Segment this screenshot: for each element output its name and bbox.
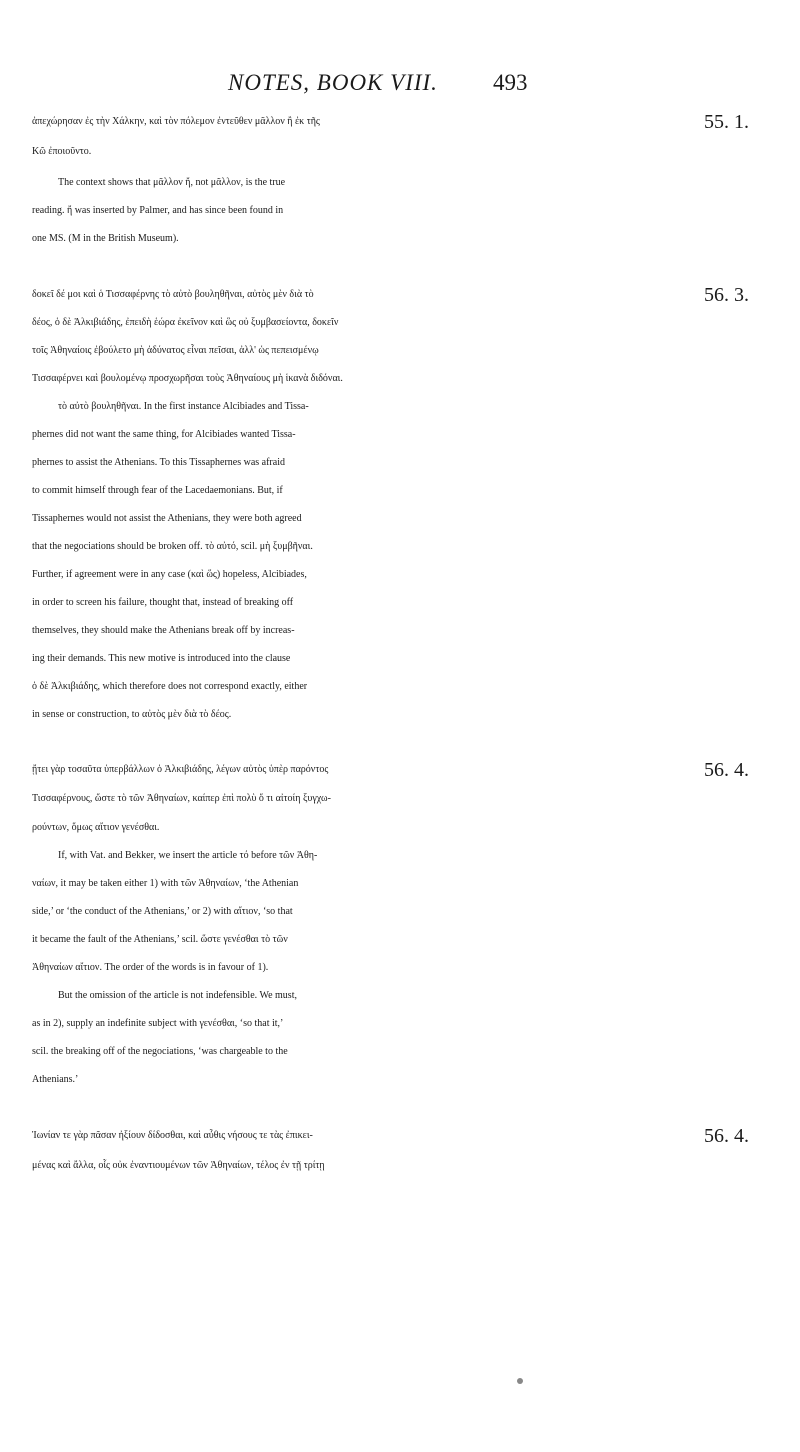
lemma-line: τοῖς Ἀθηναίοις ἐβούλετο μὴ ἀδύνατος εἶναι πεῖσαι, ἀλλ' ὡς πεπεισμένῳ bbox=[32, 345, 319, 356]
lemma-line: μένας καὶ ἄλλα, οἷς οὐκ ἐναντιουμένων τῶν Ἀθηναίων, τέλος ἐν τῇ τρίτῃ bbox=[32, 1160, 325, 1171]
lemma-line: δέος, ὁ δὲ Ἀλκιβιάδης, ἐπειδὴ ἑώρα ἐκεῖνον καὶ ὣς οὐ ξυμβασείοντα, δοκεῖν bbox=[32, 317, 339, 328]
note-line: phernes to assist the Athenians. To this Tissaphernes was afraid bbox=[32, 457, 285, 468]
lemma-line: Ἰωνίαν τε γὰρ πᾶσαν ἠξίουν δίδοσθαι, καὶ αὖθις νήσους τε τὰς ἐπικει- bbox=[32, 1130, 313, 1141]
note-line: But the omission of the article is not indefensible. We must, bbox=[58, 990, 297, 1001]
section-reference: 56. 3. bbox=[704, 284, 749, 306]
lemma-line: ρούντων, ὅμως αἴτιον γενέσθαι. bbox=[32, 822, 160, 833]
lemma-line: Κῶ ἐποιοῦντο. bbox=[32, 146, 92, 157]
lemma-line: ἀπεχώρησαν ἐς τὴν Χάλκην, καὶ τὸν πόλεμον ἐντεῦθεν μᾶλλον ἢ ἐκ τῆς bbox=[32, 116, 320, 127]
note-line: ναίων, it may be taken either 1) with τῶν Ἀθηναίων, ‘the Athenian bbox=[32, 878, 299, 889]
note-line: themselves, they should make the Athenians break off by increas- bbox=[32, 625, 295, 636]
note-line: phernes did not want the same thing, for Alcibiades wanted Tissa- bbox=[32, 429, 296, 440]
note-line: scil. the breaking off of the negociations, ‘was chargeable to the bbox=[32, 1046, 288, 1057]
note-line: in sense or construction, to αὐτὸς μὲν διὰ τὸ δέος. bbox=[32, 709, 232, 720]
lemma-line: ᾔτει γὰρ τοσαῦτα ὑπερβάλλων ὁ Ἀλκιβιάδης, λέγων αὐτὸς ὑπὲρ παρόντος bbox=[32, 764, 329, 775]
note-line: The context shows that μᾶλλον ἤ, not μᾶλλον, is the true bbox=[58, 177, 286, 188]
note-line: in order to screen his failure, thought that, instead of breaking off bbox=[32, 597, 294, 608]
page-header bbox=[0, 70, 800, 104]
note-line: it became the fault of the Athenians,’ scil. ὥστε γενέσθαι τὸ τῶν bbox=[32, 934, 288, 945]
lemma-line: δοκεῖ δέ μοι καὶ ὁ Τισσαφέρνης τὸ αὐτὸ βουληθῆναι, αὐτὸς μὲν διὰ τὸ bbox=[32, 289, 314, 300]
note-line: If, with Vat. and Bekker, we insert the article τό before τῶν Ἀθη- bbox=[58, 850, 318, 861]
note-line: to commit himself through fear of the Lacedaemonians. But, if bbox=[32, 485, 283, 496]
note-line: reading. ἤ was inserted by Palmer, and has since been found in bbox=[32, 205, 284, 216]
note-line: Ἀθηναίων αἴτιον. The order of the words is in favour of 1). bbox=[32, 962, 269, 973]
note-line: ὁ δὲ Ἀλκιβιάδης, which therefore does not correspond exactly, either bbox=[32, 681, 308, 692]
note-line: as in 2), supply an indefinite subject with γενέσθαι, ‘so that it,’ bbox=[32, 1018, 284, 1029]
section-reference: 55. 1. bbox=[704, 111, 749, 133]
note-line: one MS. (M in the British Museum). bbox=[32, 233, 179, 244]
page-number: 493 bbox=[493, 70, 528, 95]
note-line: side,’ or ‘the conduct of the Athenians,’ or 2) with αἴτιον, ‘so that bbox=[32, 906, 293, 917]
note-line: ing their demands. This new motive is introduced into the clause bbox=[32, 653, 291, 664]
section-reference: 56. 4. bbox=[704, 759, 749, 781]
section-reference: 56. 4. bbox=[704, 1125, 749, 1147]
note-line: Tissaphernes would not assist the Athenians, they were both agreed bbox=[32, 513, 302, 524]
note-line: Further, if agreement were in any case (καὶ ὥς) hopeless, Alcibiades, bbox=[32, 569, 307, 580]
note-line: Athenians.’ bbox=[32, 1074, 79, 1085]
running-head: NOTES, BOOK VIII. bbox=[228, 70, 438, 95]
ink-blot bbox=[517, 1378, 523, 1384]
lemma-line: Τισσαφέρνει καὶ βουλομένῳ προσχωρῆσαι τοὺς Ἀθηναίους μὴ ἱκανὰ διδόναι. bbox=[32, 373, 343, 384]
lemma-line: Τισσαφέρνους, ὥστε τὸ τῶν Ἀθηναίων, καίπερ ἐπὶ πολὺ ὅ τι αἰτοίη ξυγχω- bbox=[32, 793, 331, 804]
note-line: that the negociations should be broken off. τὸ αὐτό, scil. μὴ ξυμβῆναι. bbox=[32, 541, 313, 552]
note-line: τὸ αὐτὸ βουληθῆναι. In the first instance Alcibiades and Tissa- bbox=[58, 401, 309, 412]
